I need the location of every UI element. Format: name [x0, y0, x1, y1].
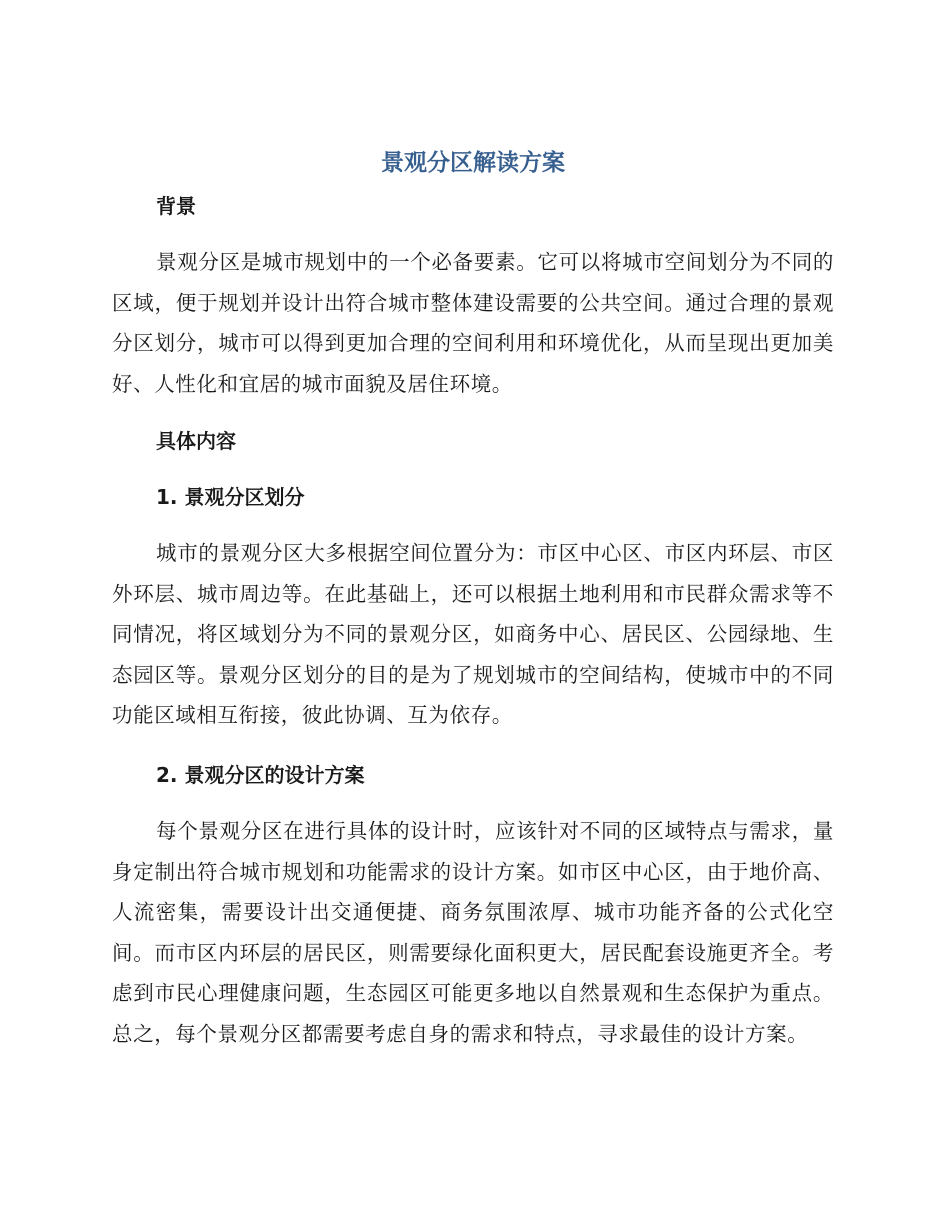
section-heading-details: 具体内容 [156, 429, 236, 453]
section-heading-zone-division: 1. 景观分区划分 [156, 485, 305, 509]
zone-division-paragraph: 城市的景观分区大多根据空间位置分为：市区中心区、市区内环层、市区外环层、城市周边等。在此基础上，还可以根据土地利用和市民群众需求等不同情况，将区域划分为不同的景观分区，如商务中心、居民区、公园绿地、生态园区等。景观分区划分的目的是为了规划城市的空间结构，使城市中的不同功能区域相互衔接，彼此协调、互为依存。 [112, 541, 834, 727]
section-heading-background: 背景 [156, 194, 196, 218]
section-heading-design-plan: 2. 景观分区的设计方案 [156, 763, 365, 787]
background-paragraph: 景观分区是城市规划中的一个必备要素。它可以将城市空间划分为不同的区域，便于规划并设计出符合城市整体建设需要的公共空间。通过合理的景观分区划分，城市可以得到更加合理的空间利用和环境优化，从而呈现出更加美好、人性化和宜居的城市面貌及居住环境。 [112, 250, 834, 396]
design-plan-paragraph: 每个景观分区在进行具体的设计时，应该针对不同的区域特点与需求，量身定制出符合城市规划和功能需求的设计方案。如市区中心区，由于地价高、人流密集，需要设计出交通便捷、商务氛围浓厚、城市功能齐备的公式化空间。而市区内环层的居民区，则需要绿化面积更大，居民配套设施更齐全。考虑到市民心理健康问题，生态园区可能更多地以自然景观和生态保护为重点。总之，每个景观分区都需要考虑自身的需求和特点，寻求最佳的设计方案。 [112, 819, 834, 1046]
document-title: 景观分区解读方案 [381, 150, 565, 176]
